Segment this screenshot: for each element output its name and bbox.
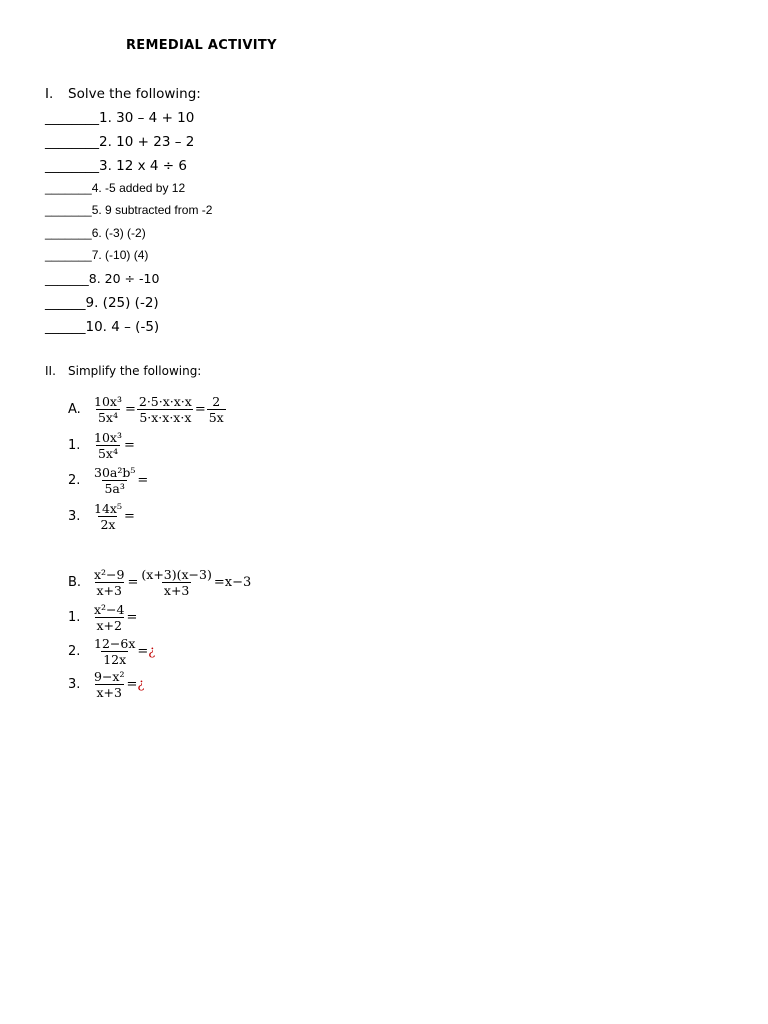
placeholder-mark: ¿ [137,677,145,692]
equals-sign: = [123,509,135,524]
question-2: ________2. 10 + 23 – 2 [45,134,195,150]
denominator: x+2 [96,618,122,633]
part-a-problem-1 [68,430,135,461]
problem-number: 2. [68,644,81,659]
denominator: 12x [103,652,127,667]
question-9: ______9. (25) (-2) [45,295,159,311]
part-b-label: B. [68,575,82,590]
denominator: 5x [208,410,224,425]
section-2-heading: Simplify the following: [68,364,202,378]
problem-number: 1. [68,438,81,453]
fraction [92,567,127,598]
section-1-heading: Solve the following: [68,86,201,102]
part-a-example [68,394,226,425]
numerator: 2 [212,394,221,409]
numerator: 12−6x [94,636,136,651]
question-8: _______8. 20 ÷ -10 [45,271,160,286]
placeholder-mark: ¿ [148,644,156,659]
numerator: 9−x² [94,669,125,684]
problem-number: 2. [68,473,81,488]
fraction [92,636,137,667]
fraction [137,394,194,425]
part-b-example [68,567,251,598]
numerator: (x+3)(x−3) [141,567,212,582]
part-b-problem-1 [68,602,137,633]
problem-number: 3. [68,509,81,524]
part-a-problem-3 [68,501,135,532]
denominator: x+3 [96,685,122,700]
equals-sign: = [126,677,138,692]
equals-sign: = [123,438,135,453]
numerator: 14x⁵ [94,501,122,516]
denominator: x+3 [163,583,190,598]
problem-number: 3. [68,677,81,692]
numerator: 2·5·x·x·x [138,394,192,409]
fraction [92,602,127,633]
question-7: _______7. (-10) (4) [45,248,149,262]
fraction [92,501,124,532]
section-1-numeral: I. [45,86,54,102]
question-5: _______5. 9 subtracted from -2 [45,203,213,217]
numerator: 10x³ [94,430,122,445]
result: =x−3 [213,575,252,590]
fraction [207,394,226,425]
denominator: 2x [100,517,116,532]
fraction [92,394,124,425]
denominator: 5a³ [104,481,125,496]
page-title: REMEDIAL ACTIVITY [126,38,277,53]
numerator: x²−9 [94,567,125,582]
question-1: ________1. 30 – 4 + 10 [45,110,195,126]
denominator: 5x⁴ [97,446,118,461]
question-10: ______10. 4 – (-5) [45,319,160,335]
part-a-problem-2 [68,465,148,496]
denominator: 5·x·x·x·x [139,410,192,425]
part-a-label: A. [68,402,81,417]
fraction [92,669,127,700]
part-b-problem-2 [68,636,155,667]
equals-sign: = [194,402,206,417]
question-4: _______4. -5 added by 12 [45,181,186,195]
question-6: _______6. (-3) (-2) [45,226,146,240]
section-2-numeral: II. [45,364,56,378]
equals-sign: = [126,610,138,625]
fraction [139,567,213,598]
numerator: x²−4 [94,602,125,617]
part-b-problem-3 [68,669,144,700]
numerator: 30a²b⁵ [94,465,136,480]
problem-number: 1. [68,610,81,625]
denominator: 5x⁴ [97,410,118,425]
equals-sign: = [137,644,149,659]
fraction [92,465,137,496]
equals-sign: = [137,473,149,488]
numerator: 10x³ [94,394,122,409]
question-3: ________3. 12 x 4 ÷ 6 [45,158,187,174]
equals-sign: = [127,575,139,590]
denominator: x+3 [96,583,122,598]
fraction [92,430,124,461]
equals-sign: = [124,402,136,417]
